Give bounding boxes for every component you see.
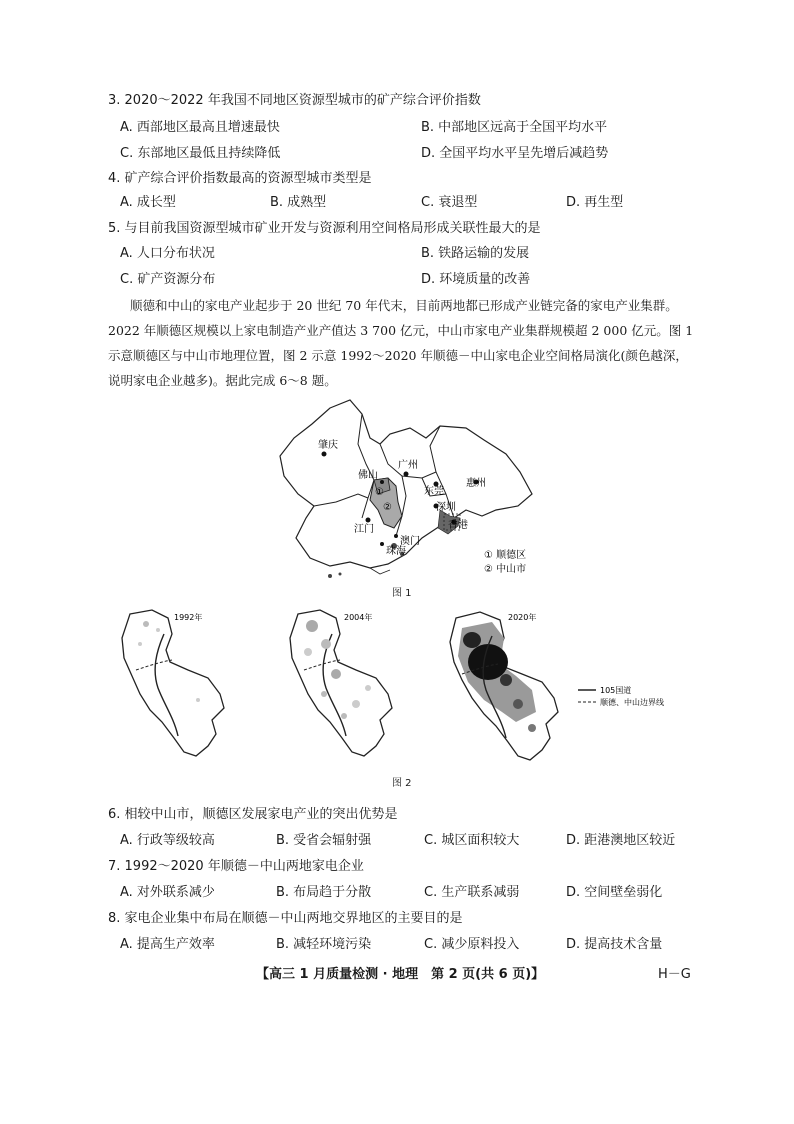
passage-line-3: 示意顺德区与中山市地理位置，图 2 示意 1992～2020 年顺德－中山家电企业空间格局演化(颜色越深， xyxy=(108,348,688,363)
page-footer: 【高三 1 月质量检测 · 地理 第 2 页(共 6 页)】 xyxy=(256,967,545,982)
q7-option-d: D. 空间壁垒弱化 xyxy=(566,885,663,900)
passage-line-2: 2022 年顺德区规模以上家电制造产业产值达 3 700 亿元，中山市家电产业集群规模超 2 000 亿元。图 1 xyxy=(108,323,694,338)
figure-2-caption: 图 2 xyxy=(392,778,412,789)
q6-option-c: C. 城区面积较大 xyxy=(424,833,520,848)
q8-option-b: B. 减轻环境污染 xyxy=(276,937,372,952)
figure-2-maps xyxy=(112,604,704,774)
question-7-stem: 7. 1992～2020 年顺德－中山两地家电企业 xyxy=(108,859,364,874)
legend-zhongshan: ② 中山市 xyxy=(484,564,527,575)
q7-option-c: C. 生产联系减弱 xyxy=(424,885,520,900)
city-label-guangzhou: 广州 xyxy=(398,460,418,471)
city-label-huizhou: 惠州 xyxy=(466,478,486,489)
question-8-stem: 8. 家电企业集中布局在顺德－中山两地交界地区的主要目的是 xyxy=(108,911,463,926)
figure-1-map xyxy=(270,398,540,584)
q6-option-d: D. 距港澳地区较近 xyxy=(566,833,676,848)
city-label-hongkong: 香港 xyxy=(448,520,468,531)
question-4-stem: 4. 矿产综合评价指数最高的资源型城市类型是 xyxy=(108,171,372,186)
city-label-foshan: 佛山 xyxy=(358,470,378,481)
q7-option-b: B. 布局趋于分散 xyxy=(276,885,372,900)
city-label-zhuhai: 珠海 xyxy=(386,546,406,557)
map-1992 xyxy=(122,610,224,756)
question-6-stem: 6. 相较中山市，顺德区发展家电产业的突出优势是 xyxy=(108,807,398,822)
city-label-jiangmen: 江门 xyxy=(354,524,374,535)
year-label-2004: 2004年 xyxy=(344,613,373,622)
q3-option-a: A. 西部地区最高且增速最快 xyxy=(120,120,280,135)
q8-option-a: A. 提高生产效率 xyxy=(120,937,215,952)
paper-code: H－G xyxy=(658,967,691,982)
legend-shunde: ① 顺德区 xyxy=(484,550,527,561)
q4-option-c: C. 衰退型 xyxy=(421,195,478,210)
q4-option-d: D. 再生型 xyxy=(566,195,624,210)
year-label-1992: 1992年 xyxy=(174,613,203,622)
q4-option-b: B. 成熟型 xyxy=(270,195,327,210)
q3-option-b: B. 中部地区远高于全国平均水平 xyxy=(421,120,608,135)
q6-option-a: A. 行政等级较高 xyxy=(120,833,215,848)
map-2004 xyxy=(290,610,392,756)
q4-option-a: A. 成长型 xyxy=(120,195,176,210)
q8-option-c: C. 减少原料投入 xyxy=(424,937,520,952)
q6-option-b: B. 受省会辐射强 xyxy=(276,833,372,848)
year-label-2020: 2020年 xyxy=(508,613,537,622)
q3-option-c: C. 东部地区最低且持续降低 xyxy=(120,146,281,161)
q7-option-a: A. 对外联系减少 xyxy=(120,885,215,900)
city-label-shenzhen: 深圳 xyxy=(436,502,456,513)
question-3-stem: 3. 2020～2022 年我国不同地区资源型城市的矿产综合评价指数 xyxy=(108,93,481,108)
figure-1-caption: 图 1 xyxy=(392,588,412,599)
q5-option-c: C. 矿产资源分布 xyxy=(120,272,216,287)
marker-shunde: ① xyxy=(375,487,384,498)
passage-line-4: 说明家电企业越多)。据此完成 6～8 题。 xyxy=(108,373,337,388)
q8-option-d: D. 提高技术含量 xyxy=(566,937,663,952)
question-5-stem: 5. 与目前我国资源型城市矿业开发与资源利用空间格局形成关联性最大的是 xyxy=(108,221,541,236)
passage-line-1: 顺德和中山的家电产业起步于 20 世纪 70 年代末，目前两地都已形成产业链完备的家电产业集群。 xyxy=(130,298,678,313)
marker-zhongshan: ② xyxy=(383,502,392,513)
q3-option-d: D. 全国平均水平呈先增后减趋势 xyxy=(421,146,609,161)
city-label-macau: 澳门 xyxy=(400,536,420,547)
legend-boundary: 顺德、中山边界线 xyxy=(600,698,664,707)
map-2020 xyxy=(450,612,558,760)
q5-option-b: B. 铁路运输的发展 xyxy=(421,246,530,261)
city-label-zhaoqing: 肇庆 xyxy=(318,440,338,451)
q5-option-d: D. 环境质量的改善 xyxy=(421,272,531,287)
city-label-dongguan: 东莞 xyxy=(424,486,444,497)
legend-highway-105: 105国道 xyxy=(600,686,632,695)
q5-option-a: A. 人口分布状况 xyxy=(120,246,215,261)
